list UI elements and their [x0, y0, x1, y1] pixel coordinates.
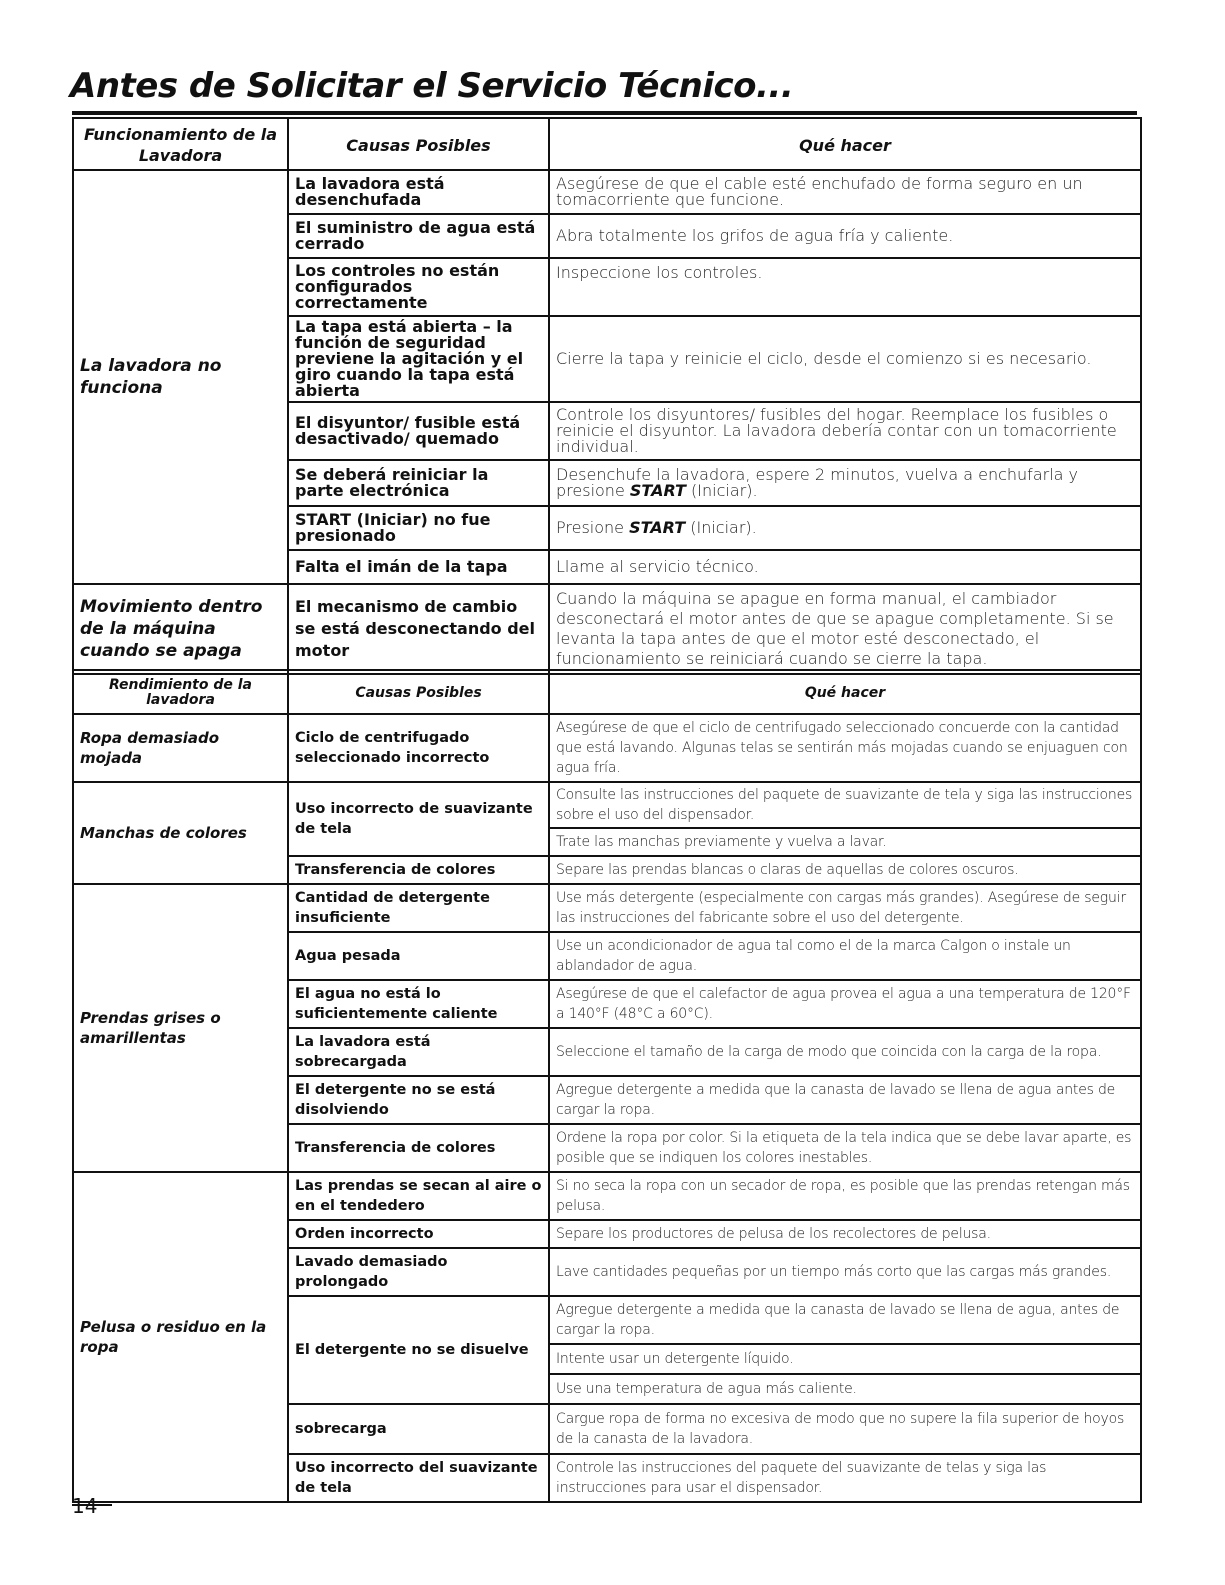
action-cell: Trate las manchas previamente y vuelva a lavar.	[549, 828, 1141, 856]
cause-cell: El mecanismo de cambio se está desconectando del motor	[288, 584, 549, 674]
action-cell: Cierre la tapa y reinicie el ciclo, desde el comienzo si es necesario.	[549, 316, 1141, 402]
header-causes: Causas Posibles	[288, 118, 549, 170]
table-row	[73, 714, 1141, 782]
cause-cell: El detergente no se disuelve	[288, 1296, 549, 1404]
start-keyword: START	[629, 518, 686, 537]
action-cell: Ordene la ropa por color. Si la etiqueta de la tela indica que se debe lavar aparte, es posible que se indiquen los colores inestables.	[549, 1124, 1141, 1172]
action-text: (Iniciar).	[685, 481, 758, 500]
action-cell: Seleccione el tamaño de la carga de modo que coincida con la carga de la ropa.	[549, 1028, 1141, 1076]
cause-cell: El detergente no se está disolviendo	[288, 1076, 549, 1124]
action-cell: Agregue detergente a medida que la canasta de lavado se llena de agua, antes de cargar la ropa.	[549, 1296, 1141, 1344]
cause-cell: Las prendas se secan al aire o en el tendedero	[288, 1172, 549, 1220]
action-text: Desenchufe la lavadora, espere 2 minutos, vuelva a enchufarla y presione	[556, 465, 1078, 500]
cause-cell: La lavadora está desenchufada	[288, 170, 549, 214]
action-cell: Lave cantidades pequeñas por un tiempo más corto que las cargas más grandes.	[549, 1248, 1141, 1296]
cause-cell: Falta el imán de la tapa	[288, 550, 549, 584]
action-cell: Separe las prendas blancas o claras de aquellas de colores oscuros.	[549, 856, 1141, 884]
cause-cell: Se deberá reiniciar la parte electrónica	[288, 460, 549, 506]
action-cell: Use una temperatura de agua más caliente.	[549, 1374, 1141, 1404]
table-header-row	[73, 670, 1141, 714]
table-row	[73, 170, 1141, 214]
cause-cell: El suministro de agua está cerrado	[288, 214, 549, 258]
cause-cell: Uso incorrecto del suavizante de tela	[288, 1454, 549, 1502]
cause-cell: Los controles no están configurados correctamente	[288, 258, 549, 316]
action-text: (Iniciar).	[685, 518, 757, 537]
header-causes: Causas Posibles	[288, 670, 549, 714]
action-cell: Controle los disyuntores/ fusibles del hogar. Reemplace los fusibles o reinicie el disyuntor. La lavadora debería contar con un tomacorriente individual.	[549, 402, 1141, 460]
page-title: Antes de Solicitar el Servicio Técnico...	[70, 66, 794, 106]
troubleshooting-table-operation	[72, 117, 1142, 675]
cause-cell: Agua pesada	[288, 932, 549, 980]
problem-cell: Manchas de colores	[73, 782, 288, 884]
header-what-to-do: Qué hacer	[549, 118, 1141, 170]
cause-cell: El disyuntor/ fusible está desactivado/ quemado	[288, 402, 549, 460]
action-cell: Asegúrese de que el calefactor de agua provea el agua a una temperatura de 120°F a 140°F (48°C a 60°C).	[549, 980, 1141, 1028]
action-cell: Llame al servicio técnico.	[549, 550, 1141, 584]
action-cell: Separe los productores de pelusa de los recolectores de pelusa.	[549, 1220, 1141, 1248]
action-cell: Agregue detergente a medida que la canasta de lavado se llena de agua antes de cargar la ropa.	[549, 1076, 1141, 1124]
title-underline	[72, 111, 1137, 115]
cause-cell: Cantidad de detergente insuficiente	[288, 884, 549, 932]
action-cell: Consulte las instrucciones del paquete de suavizante de tela y siga las instrucciones sobre el uso del dispensador.	[549, 782, 1141, 828]
cause-cell: Ciclo de centrifugado seleccionado incorrecto	[288, 714, 549, 782]
cause-cell: La lavadora está sobrecargada	[288, 1028, 549, 1076]
action-cell: Use más detergente (especialmente con cargas más grandes). Asegúrese de seguir las instrucciones del fabricante sobre el uso del detergente.	[549, 884, 1141, 932]
cause-cell: Orden incorrecto	[288, 1220, 549, 1248]
troubleshooting-table-performance	[72, 669, 1142, 1503]
cause-cell: sobrecarga	[288, 1404, 549, 1454]
cause-cell: Lavado demasiado prolongado	[288, 1248, 549, 1296]
problem-cell: Movimiento dentro de la máquina cuando se apaga	[73, 584, 288, 674]
table-row	[73, 884, 1141, 932]
action-cell: Asegúrese de que el ciclo de centrifugado seleccionado concuerde con la cantidad que está lavando. Algunas telas se sentirán más mojadas cuando se enjuaguen con agua fría.	[549, 714, 1141, 782]
page-number: 14	[72, 1494, 98, 1518]
table-header-row	[73, 118, 1141, 170]
cause-cell: El agua no está lo suficientemente caliente	[288, 980, 549, 1028]
problem-cell: Pelusa o residuo en la ropa	[73, 1172, 288, 1502]
action-cell: Cuando la máquina se apague en forma manual, el cambiador desconectará el motor antes de que se apague completamente. Si se levanta la tapa antes de que el motor esté desconectado, el funcionamiento se reiniciará cuando se cierre la tapa.	[549, 584, 1141, 674]
problem-cell: La lavadora no funciona	[73, 170, 288, 584]
cause-cell: Transferencia de colores	[288, 856, 549, 884]
action-text: Presione	[556, 518, 630, 537]
header-function: Funcionamiento de la Lavadora	[73, 118, 288, 170]
action-cell: Cargue ropa de forma no excesiva de modo que no supere la fila superior de hoyos de la canasta de la lavadora.	[549, 1404, 1141, 1454]
start-keyword: START	[629, 481, 686, 500]
header-what-to-do: Qué hacer	[549, 670, 1141, 714]
table-row	[73, 1172, 1141, 1220]
action-cell	[549, 460, 1141, 506]
problem-cell: Ropa demasiado mojada	[73, 714, 288, 782]
action-cell: Asegúrese de que el cable esté enchufado de forma seguro en un tomacorriente que funcione.	[549, 170, 1141, 214]
cause-cell: START (Iniciar) no fue presionado	[288, 506, 549, 550]
problem-cell: Prendas grises o amarillentas	[73, 884, 288, 1172]
cause-cell: Transferencia de colores	[288, 1124, 549, 1172]
cause-cell: La tapa está abierta – la función de seguridad previene la agitación y el giro cuando la tapa está abierta	[288, 316, 549, 402]
action-cell: Controle las instrucciones del paquete del suavizante de telas y siga las instrucciones para usar el dispensador.	[549, 1454, 1141, 1502]
header-performance: Rendimiento de la lavadora	[73, 670, 288, 714]
action-cell: Intente usar un detergente líquido.	[549, 1344, 1141, 1374]
action-cell: Inspeccione los controles.	[549, 258, 1141, 316]
table-row	[73, 782, 1141, 828]
action-cell: Si no seca la ropa con un secador de ropa, es posible que las prendas retengan más pelusa.	[549, 1172, 1141, 1220]
action-cell: Abra totalmente los grifos de agua fría y caliente.	[549, 214, 1141, 258]
action-cell: Use un acondicionador de agua tal como el de la marca Calgon o instale un ablandador de agua.	[549, 932, 1141, 980]
cause-cell: Uso incorrecto de suavizante de tela	[288, 782, 549, 856]
table-row	[73, 584, 1141, 674]
action-cell	[549, 506, 1141, 550]
